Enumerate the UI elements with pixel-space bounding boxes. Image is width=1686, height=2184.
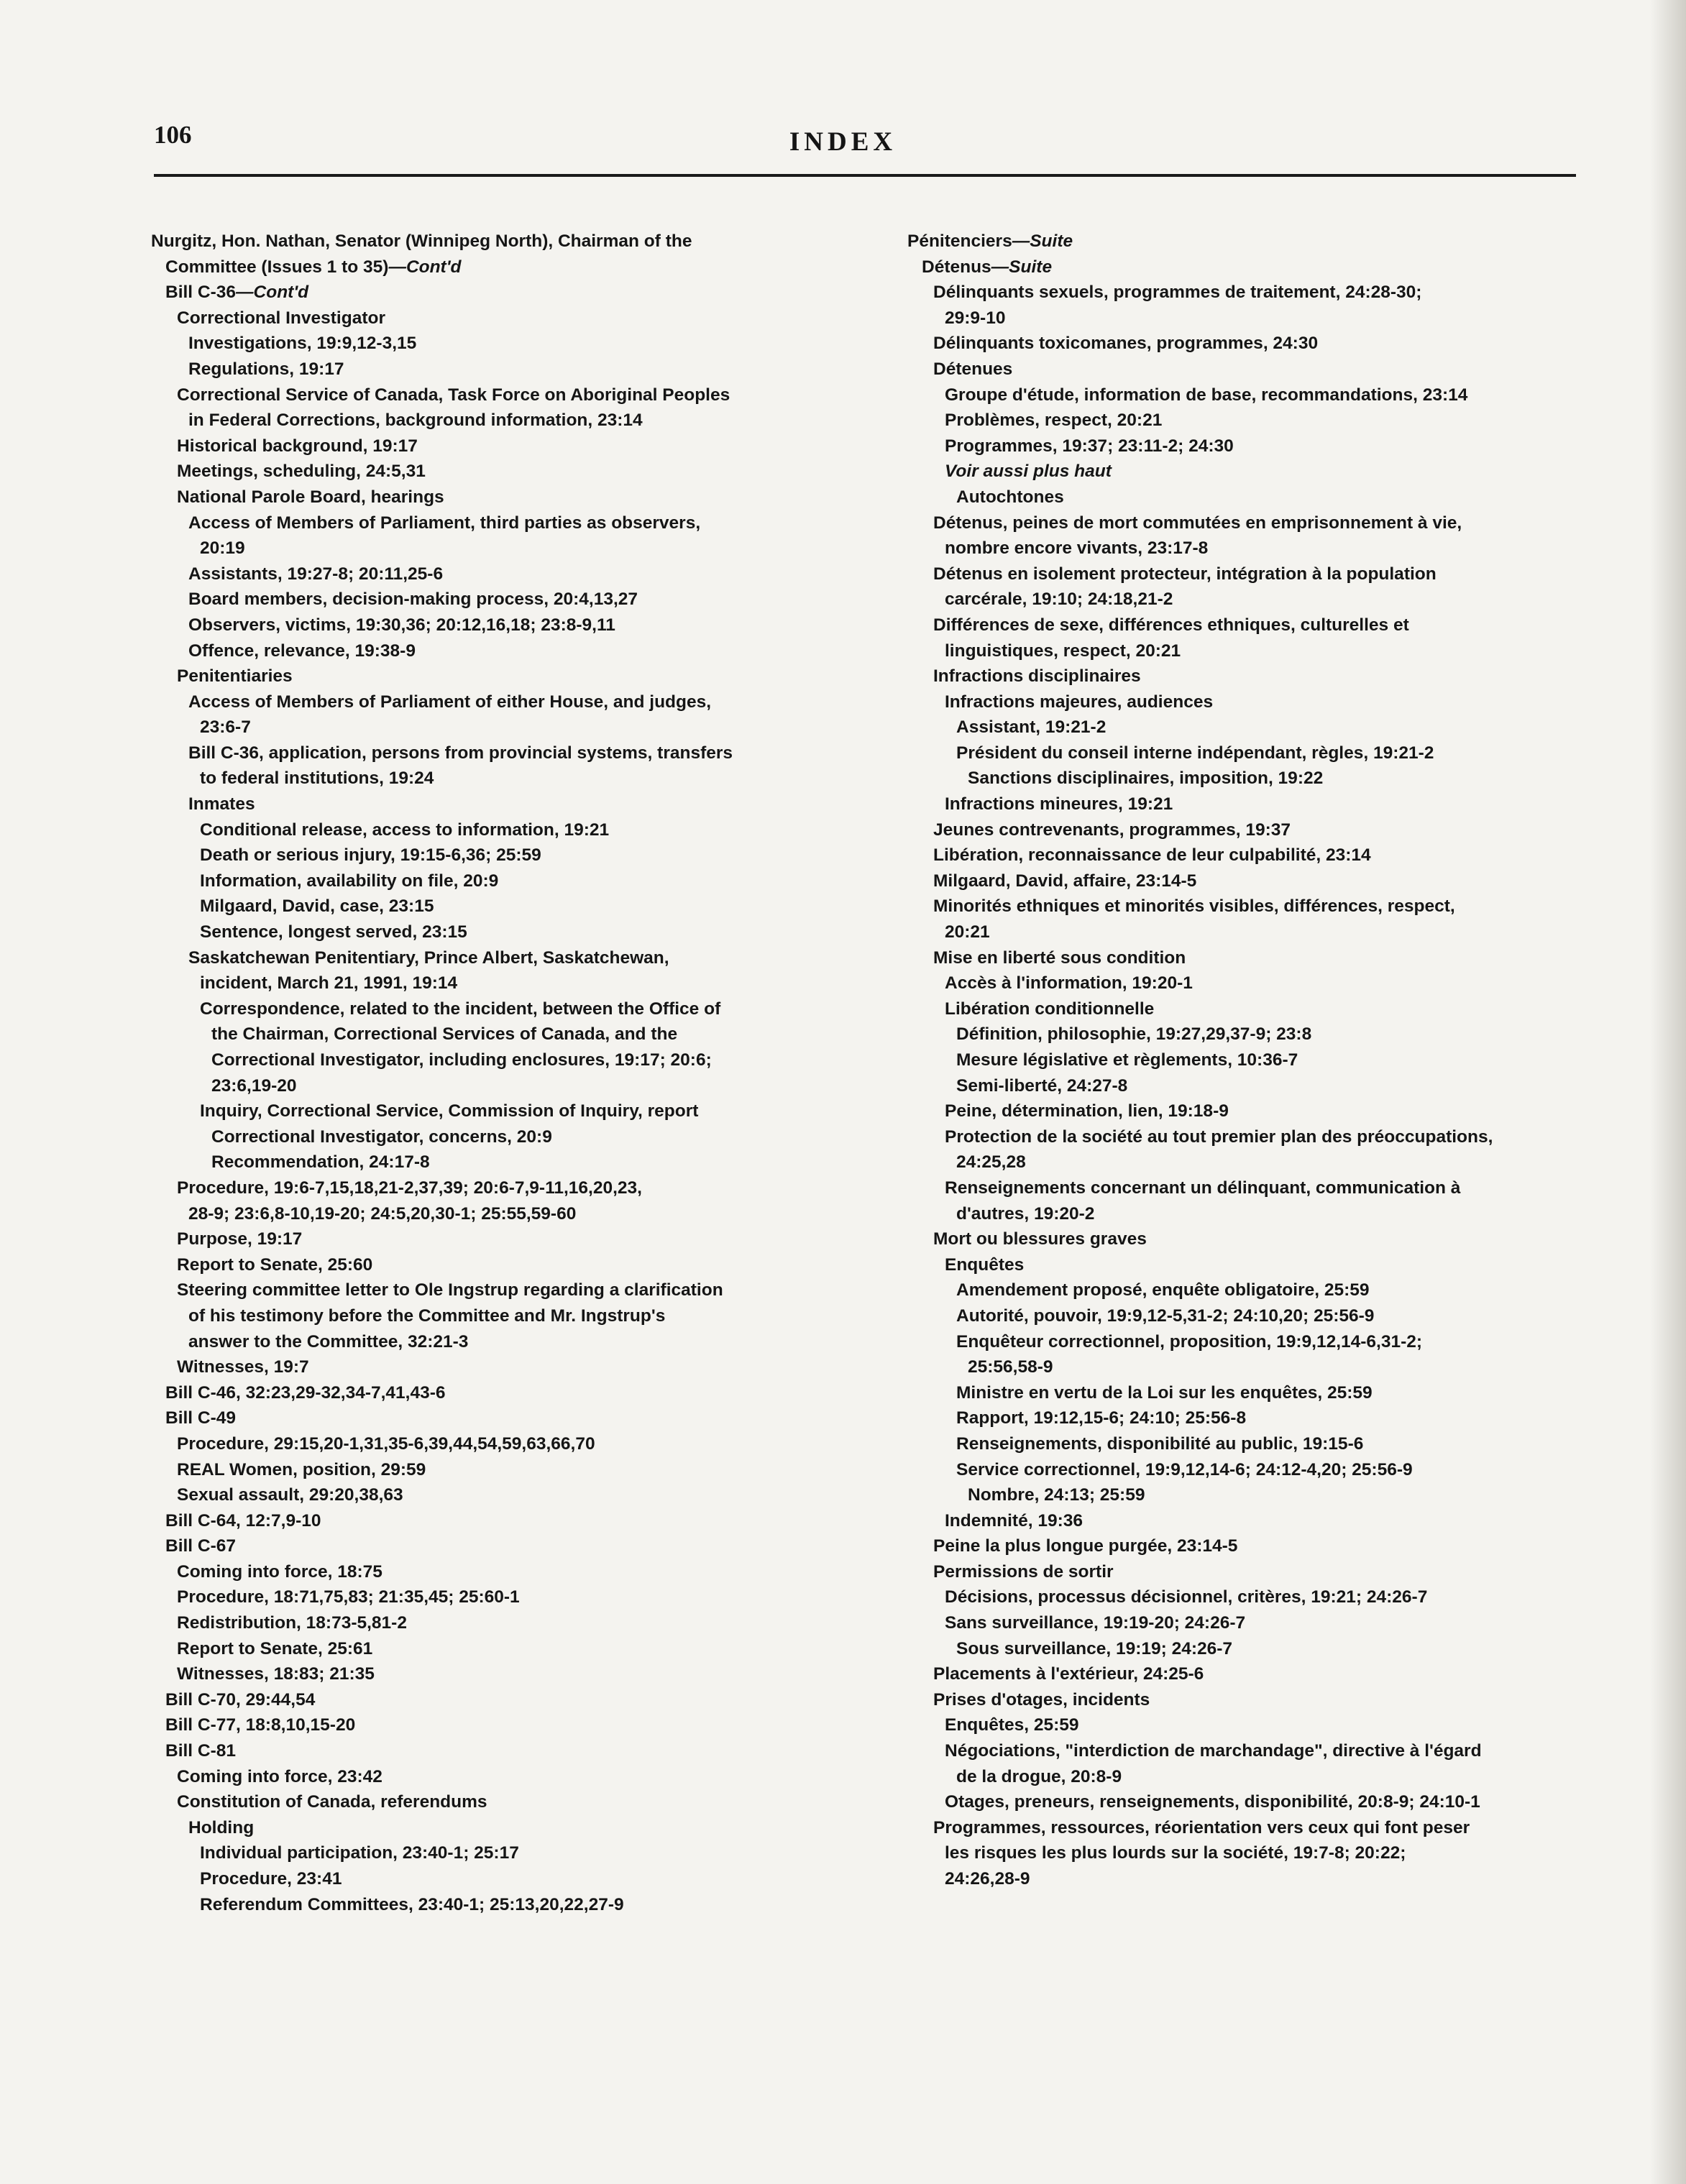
index-entry	[907, 945, 1598, 971]
index-entry	[907, 1661, 1598, 1687]
index-entry-text: Minorités ethniques et minorités visibles, différences, respect,	[933, 896, 1455, 917]
index-entry-text: Milgaard, David, affaire, 23:14-5	[933, 871, 1197, 891]
index-entry	[907, 357, 1598, 382]
index-entry-text: Mesure législative et règlements, 10:36-7	[956, 1050, 1298, 1070]
index-entry-text: Recommendation, 24:17-8	[211, 1152, 430, 1173]
index-entry-text: Inmates	[188, 794, 255, 815]
index-entry-text: Permissions de sortir	[933, 1561, 1114, 1582]
index-entry-text: Assistant, 19:21-2	[956, 717, 1107, 738]
page-number: 106	[154, 121, 192, 149]
index-entry-text: Détenues	[933, 359, 1013, 379]
index-entry-text: Définition, philosophie, 19:27,29,37-9; 23:8	[956, 1024, 1312, 1045]
index-entry	[151, 1022, 834, 1047]
index-entry	[151, 1277, 834, 1303]
index-entry	[151, 945, 834, 971]
index-entry-text: to federal institutions, 19:24	[200, 768, 434, 789]
index-entry	[151, 664, 834, 689]
index-entry-text: Infractions mineures, 19:21	[945, 794, 1173, 815]
index-entry-text: Witnesses, 18:83; 21:35	[177, 1664, 375, 1684]
index-entry	[151, 433, 834, 459]
index-entry	[151, 1636, 834, 1662]
index-entry-text: Correctional Service of Canada, Task Force on Aboriginal Peoples	[177, 385, 730, 405]
index-entry	[907, 689, 1598, 715]
index-entry-text: Jeunes contrevenants, programmes, 19:37	[933, 820, 1291, 840]
index-entry	[151, 1150, 834, 1175]
index-entry-text: Programmes, ressources, réorientation vers ceux qui font peser	[933, 1817, 1470, 1837]
index-entry-text: Libération, reconnaissance de leur culpabilité, 23:14	[933, 845, 1371, 866]
index-entry-text: Pénitenciers	[907, 231, 1012, 251]
index-entry-text: les risques les plus lourds sur la société, 19:7-8; 20:22;	[945, 1843, 1406, 1863]
index-entry-text: Meetings, scheduling, 24:5,31	[177, 462, 426, 482]
index-entry	[151, 817, 834, 843]
index-entry	[151, 1226, 834, 1252]
index-entry	[151, 1380, 834, 1406]
index-entry	[907, 740, 1598, 766]
index-entry-text: Referendum Committees, 23:40-1; 25:13,20,22,27-9	[200, 1894, 624, 1914]
index-entry	[151, 1073, 834, 1099]
index-entry	[907, 1815, 1598, 1841]
index-entry	[907, 1380, 1598, 1406]
index-entry	[151, 766, 834, 792]
index-entry-text: Coming into force, 18:75	[177, 1561, 382, 1582]
index-entry	[907, 331, 1598, 357]
index-entry-text: Bill C-81	[165, 1741, 237, 1761]
index-entry	[907, 510, 1598, 536]
index-entry	[151, 1047, 834, 1073]
index-entry	[907, 1508, 1598, 1534]
index-entry-text: Report to Senate, 25:61	[177, 1638, 373, 1658]
index-entry	[151, 1866, 834, 1892]
index-entry	[907, 1533, 1598, 1559]
continuation-marker: —Suite	[1012, 231, 1073, 251]
index-entry-text: Accès à l'information, 19:20-1	[945, 973, 1193, 994]
index-entry-text: Sanctions disciplinaires, imposition, 19:22	[968, 768, 1324, 789]
index-entry	[907, 1738, 1598, 1764]
index-entry-text: Coming into force, 23:42	[177, 1766, 382, 1786]
index-entry	[907, 1687, 1598, 1713]
index-entry	[907, 1764, 1598, 1790]
index-entry	[907, 485, 1598, 510]
index-entry	[907, 1277, 1598, 1303]
index-entry	[151, 561, 834, 587]
index-entry	[151, 612, 834, 638]
index-entry-text: 29:9-10	[945, 308, 1006, 328]
index-entry-text: Sous surveillance, 19:19; 24:26-7	[956, 1638, 1233, 1658]
index-entry	[907, 1303, 1598, 1329]
index-entry	[151, 971, 834, 996]
index-entry	[907, 1712, 1598, 1738]
index-entry-text: Assistants, 19:27-8; 20:11,25-6	[188, 564, 444, 584]
index-entry	[151, 1815, 834, 1841]
index-entry-text: Délinquants sexuels, programmes de traitement, 24:28-30;	[933, 283, 1422, 303]
index-entry-text: Bill C-36	[165, 283, 237, 303]
index-entry	[151, 843, 834, 868]
index-entry	[151, 1329, 834, 1355]
index-entry-text: Holding	[188, 1817, 255, 1837]
index-entry-text: 25:56,58-9	[968, 1357, 1053, 1377]
header-rule	[154, 174, 1576, 177]
index-entry-text: Sexual assault, 29:20,38,63	[177, 1485, 403, 1505]
index-entry	[907, 894, 1598, 919]
index-entry	[151, 715, 834, 740]
index-entry	[907, 280, 1598, 306]
index-entry-text: Otages, preneurs, renseignements, disponibilité, 20:8-9; 24:10-1	[945, 1792, 1480, 1812]
index-entry	[151, 1124, 834, 1150]
index-entry-text: Board members, decision-making process, 20:4,13,27	[188, 589, 638, 610]
index-entry-text: Committee (Issues 1 to 35)	[165, 257, 389, 277]
index-entry	[151, 1712, 834, 1738]
index-entry	[151, 1559, 834, 1585]
index-entry-text: 23:6-7	[200, 717, 251, 738]
index-entry-text: Service correctionnel, 19:9,12,14-6; 24:12-4,20; 25:56-9	[956, 1459, 1413, 1479]
index-entry-text: Enquêtes	[945, 1254, 1025, 1275]
index-entry	[907, 561, 1598, 587]
index-entry-text: Infractions disciplinaires	[933, 666, 1141, 687]
index-entry-text: answer to the Committee, 32:21-3	[188, 1331, 469, 1352]
index-entry-text: Conditional release, access to information, 19:21	[200, 820, 610, 840]
index-entry-text: Décisions, processus décisionnel, critères, 19:21; 24:26-7	[945, 1587, 1428, 1607]
index-entry-text: Amendement proposé, enquête obligatoire, 25:59	[956, 1280, 1370, 1300]
index-entry-text: National Parole Board, hearings	[177, 487, 444, 507]
index-entry-text: in Federal Corrections, background information, 23:14	[188, 410, 643, 431]
index-entry	[907, 1175, 1598, 1201]
index-entry	[907, 817, 1598, 843]
index-entry	[151, 919, 834, 945]
index-entry	[907, 1840, 1598, 1866]
index-entry	[151, 510, 834, 536]
index-entry	[151, 1892, 834, 1918]
index-entry	[151, 357, 834, 382]
index-entry-text: Rapport, 19:12,15-6; 24:10; 25:56-8	[956, 1408, 1247, 1428]
index-entry-text: 24:26,28-9	[945, 1869, 1030, 1889]
index-entry-text: Indemnité, 19:36	[945, 1510, 1083, 1531]
index-entry-text: carcérale, 19:10; 24:18,21-2	[945, 589, 1173, 610]
index-entry-text: Saskatchewan Penitentiary, Prince Albert, Saskatchewan,	[188, 948, 669, 968]
index-entry-text: Autorité, pouvoir, 19:9,12-5,31-2; 24:10,20; 25:56-9	[956, 1306, 1375, 1326]
index-entry-text: Milgaard, David, case, 23:15	[200, 896, 434, 917]
index-entry-text: Correctional Investigator, concerns, 20:9	[211, 1127, 552, 1147]
index-entry	[907, 1226, 1598, 1252]
index-entry-text: Bill C-49	[165, 1408, 237, 1428]
index-entry-text: Nombre, 24:13; 25:59	[968, 1485, 1145, 1505]
index-entry-text: Bill C-36, application, persons from provincial systems, transfers	[188, 743, 733, 763]
index-entry	[907, 919, 1598, 945]
index-entry	[151, 1482, 834, 1508]
index-entry	[151, 408, 834, 433]
index-entry	[151, 1201, 834, 1227]
index-entry-text: Groupe d'étude, information de base, recommandations, 23:14	[945, 385, 1468, 405]
index-entry	[151, 1175, 834, 1201]
index-entry	[151, 1584, 834, 1610]
index-entry	[907, 1329, 1598, 1355]
index-entry-text: Access of Members of Parliament of either House, and judges,	[188, 692, 712, 712]
continuation-marker: —Cont'd	[388, 257, 462, 277]
index-entry	[151, 1303, 834, 1329]
continuation-marker: —Cont'd	[236, 283, 309, 303]
index-entry	[151, 536, 834, 561]
index-entry	[907, 843, 1598, 868]
index-column-left	[151, 229, 834, 1917]
index-entry	[151, 1687, 834, 1713]
index-entry-text: 20:21	[945, 922, 990, 942]
index-entry-text: Sentence, longest served, 23:15	[200, 922, 467, 942]
index-entry	[151, 229, 834, 254]
index-entry-text: Historical background, 19:17	[177, 436, 418, 456]
index-entry	[151, 1840, 834, 1866]
index-entry-text: Mort ou blessures graves	[933, 1229, 1147, 1249]
index-entry	[907, 1559, 1598, 1585]
index-entry-text: incident, March 21, 1991, 19:14	[200, 973, 458, 994]
index-entry-text: Délinquants toxicomanes, programmes, 24:30	[933, 334, 1319, 354]
index-entry	[151, 587, 834, 612]
index-entry-text: Différences de sexe, différences ethniques, culturelles et	[933, 615, 1409, 635]
index-entry-text: Procedure, 18:71,75,83; 21:35,45; 25:60-1	[177, 1587, 520, 1607]
index-entry	[907, 1354, 1598, 1380]
index-entry	[151, 1610, 834, 1636]
index-entry-text: Peine la plus longue purgée, 23:14-5	[933, 1536, 1238, 1556]
index-entry-text: Correctional Investigator, including enclosures, 19:17; 20:6;	[211, 1050, 712, 1070]
index-entry	[907, 229, 1598, 254]
index-entry-text: Ministre en vertu de la Loi sur les enquêtes, 25:59	[956, 1382, 1373, 1403]
index-entry-text: Enquêtes, 25:59	[945, 1715, 1079, 1735]
index-entry	[907, 408, 1598, 433]
index-entry	[907, 1866, 1598, 1892]
index-column-right	[907, 229, 1598, 1892]
index-entry	[907, 715, 1598, 740]
index-entry	[907, 1252, 1598, 1278]
index-entry-text: Infractions majeures, audiences	[945, 692, 1214, 712]
index-entry-text: Peine, détermination, lien, 19:18-9	[945, 1101, 1229, 1121]
index-entry-text: Nurgitz, Hon. Nathan, Senator (Winnipeg North), Chairman of the	[151, 231, 692, 251]
index-entry-text: Libération conditionnelle	[945, 999, 1155, 1019]
index-entry-text: Observers, victims, 19:30,36; 20:12,16,18; 23:8-9,11	[188, 615, 615, 635]
index-entry-text: Access of Members of Parliament, third parties as observers,	[188, 513, 701, 533]
index-entry-text: Voir aussi plus haut	[945, 462, 1112, 482]
index-entry	[151, 1764, 834, 1790]
index-entry-text: Sans surveillance, 19:19-20; 24:26-7	[945, 1613, 1246, 1633]
index-entry-text: Enquêteur correctionnel, proposition, 19:9,12,14-6,31-2;	[956, 1331, 1423, 1352]
index-entry	[907, 1789, 1598, 1815]
index-entry-text: Mise en liberté sous condition	[933, 948, 1186, 968]
index-entry-text: Détenus	[922, 257, 991, 277]
index-entry	[907, 1098, 1598, 1124]
index-entry	[151, 1405, 834, 1431]
index-entry	[907, 996, 1598, 1022]
index-entry-text: Procedure, 23:41	[200, 1869, 342, 1889]
index-entry-text: Information, availability on file, 20:9	[200, 871, 499, 891]
index-entry-text: 24:25,28	[956, 1152, 1026, 1173]
index-entry	[907, 382, 1598, 408]
index-entry	[907, 1150, 1598, 1175]
index-entry	[907, 1457, 1598, 1483]
index-entry	[151, 1738, 834, 1764]
index-entry-text: Placements à l'extérieur, 24:25-6	[933, 1664, 1204, 1684]
index-entry-text: Protection de la société au tout premier plan des préoccupations,	[945, 1127, 1493, 1147]
index-entry-text: Individual participation, 23:40-1; 25:17	[200, 1843, 519, 1863]
index-entry-text: REAL Women, position, 29:59	[177, 1459, 426, 1479]
index-entry	[151, 792, 834, 817]
index-entry	[151, 1354, 834, 1380]
index-entry-text: de la drogue, 20:8-9	[956, 1766, 1122, 1786]
index-entry-text: Steering committee letter to Ole Ingstrup regarding a clarification	[177, 1280, 723, 1300]
index-entry	[907, 766, 1598, 792]
index-entry-text: Correspondence, related to the incident, between the Office of	[200, 999, 721, 1019]
index-entry	[907, 1610, 1598, 1636]
index-entry	[151, 1098, 834, 1124]
index-entry	[907, 1201, 1598, 1227]
index-entry-text: Semi-liberté, 24:27-8	[956, 1075, 1128, 1096]
index-entry-text: Inquiry, Correctional Service, Commission of Inquiry, report	[200, 1101, 699, 1121]
index-entry-text: Bill C-77, 18:8,10,15-20	[165, 1715, 356, 1735]
index-entry	[907, 459, 1598, 485]
index-entry-text: of his testimony before the Committee and Mr. Ingstrup's	[188, 1306, 666, 1326]
index-entry	[907, 1405, 1598, 1431]
continuation-marker: —Suite	[991, 257, 1053, 277]
index-entry-text: d'autres, 19:20-2	[956, 1203, 1095, 1224]
index-entry	[151, 280, 834, 306]
index-entry-text: Constitution of Canada, referendums	[177, 1792, 487, 1812]
index-entry	[151, 306, 834, 331]
index-entry-text: Président du conseil interne indépendant, règles, 19:21-2	[956, 743, 1434, 763]
index-entry-text: 23:6,19-20	[211, 1075, 297, 1096]
index-entry	[907, 1431, 1598, 1457]
index-entry	[907, 1073, 1598, 1099]
index-entry	[151, 485, 834, 510]
index-entry	[151, 868, 834, 894]
index-entry	[907, 792, 1598, 817]
index-entry	[151, 1533, 834, 1559]
index-entry-text: Redistribution, 18:73-5,81-2	[177, 1613, 407, 1633]
index-entry	[151, 1789, 834, 1815]
index-entry	[151, 689, 834, 715]
index-entry-text: the Chairman, Correctional Services of Canada, and the	[211, 1024, 678, 1045]
index-entry-text: Programmes, 19:37; 23:11-2; 24:30	[945, 436, 1234, 456]
index-entry-text: Autochtones	[956, 487, 1064, 507]
index-entry-text: Procedure, 19:6-7,15,18,21-2,37,39; 20:6-7,9-11,16,20,23,	[177, 1178, 642, 1198]
index-entry-text: Négociations, "interdiction de marchandage", directive à l'égard	[945, 1741, 1482, 1761]
index-entry	[151, 382, 834, 408]
index-entry-text: Death or serious injury, 19:15-6,36; 25:59	[200, 845, 541, 866]
index-entry	[907, 612, 1598, 638]
index-entry	[151, 740, 834, 766]
index-entry	[907, 1124, 1598, 1150]
index-entry	[151, 254, 834, 280]
index-entry	[151, 638, 834, 664]
index-entry	[907, 1482, 1598, 1508]
index-entry	[907, 1636, 1598, 1662]
index-entry-text: Witnesses, 19:7	[177, 1357, 309, 1377]
index-entry-text: linguistiques, respect, 20:21	[945, 641, 1181, 661]
index-entry	[151, 459, 834, 485]
index-entry-text: Regulations, 19:17	[188, 359, 344, 379]
index-entry	[907, 971, 1598, 996]
index-entry	[151, 1252, 834, 1278]
page-edge-shadow	[1650, 0, 1686, 2184]
index-entry-text: Problèmes, respect, 20:21	[945, 410, 1163, 431]
index-entry	[907, 254, 1598, 280]
index-entry	[907, 306, 1598, 331]
index-entry-text: Penitentiaries	[177, 666, 293, 687]
index-entry	[151, 331, 834, 357]
index-entry	[151, 1508, 834, 1534]
index-entry	[907, 1022, 1598, 1047]
index-entry	[151, 1431, 834, 1457]
index-entry	[907, 433, 1598, 459]
index-entry-text: nombre encore vivants, 23:17-8	[945, 538, 1209, 559]
index-entry-text: Bill C-46, 32:23,29-32,34-7,41,43-6	[165, 1382, 446, 1403]
index-entry	[907, 536, 1598, 561]
index-entry-text: Renseignements concernant un délinquant, communication à	[945, 1178, 1461, 1198]
index-entry-text: 20:19	[200, 538, 245, 559]
index-entry-text: Correctional Investigator	[177, 308, 385, 328]
index-entry	[151, 1661, 834, 1687]
index-entry-text: Détenus, peines de mort commutées en emprisonnement à vie,	[933, 513, 1462, 533]
index-entry-text: Procedure, 29:15,20-1,31,35-6,39,44,54,59,63,66,70	[177, 1433, 595, 1454]
index-entry-text: Offence, relevance, 19:38-9	[188, 641, 416, 661]
index-entry-text: 28-9; 23:6,8-10,19-20; 24:5,20,30-1; 25:55,59-60	[188, 1203, 577, 1224]
index-entry	[907, 1584, 1598, 1610]
index-entry	[907, 1047, 1598, 1073]
index-entry	[907, 638, 1598, 664]
index-entry-text: Bill C-64, 12:7,9-10	[165, 1510, 321, 1531]
index-entry-text: Purpose, 19:17	[177, 1229, 303, 1249]
index-entry	[151, 894, 834, 919]
index-entry	[907, 868, 1598, 894]
index-entry	[151, 996, 834, 1022]
index-entry	[151, 1457, 834, 1483]
index-entry-text: Détenus en isolement protecteur, intégration à la population	[933, 564, 1437, 584]
index-entry-text: Investigations, 19:9,12-3,15	[188, 334, 417, 354]
index-entry-text: Renseignements, disponibilité au public, 19:15-6	[956, 1433, 1364, 1454]
index-entry	[907, 664, 1598, 689]
index-entry-text: Report to Senate, 25:60	[177, 1254, 373, 1275]
index-entry	[907, 587, 1598, 612]
index-entry-text: Prises d'otages, incidents	[933, 1689, 1150, 1710]
index-entry-text: Bill C-67	[165, 1536, 237, 1556]
index-entry-text: Bill C-70, 29:44,54	[165, 1689, 316, 1710]
page-title: INDEX	[789, 127, 897, 157]
